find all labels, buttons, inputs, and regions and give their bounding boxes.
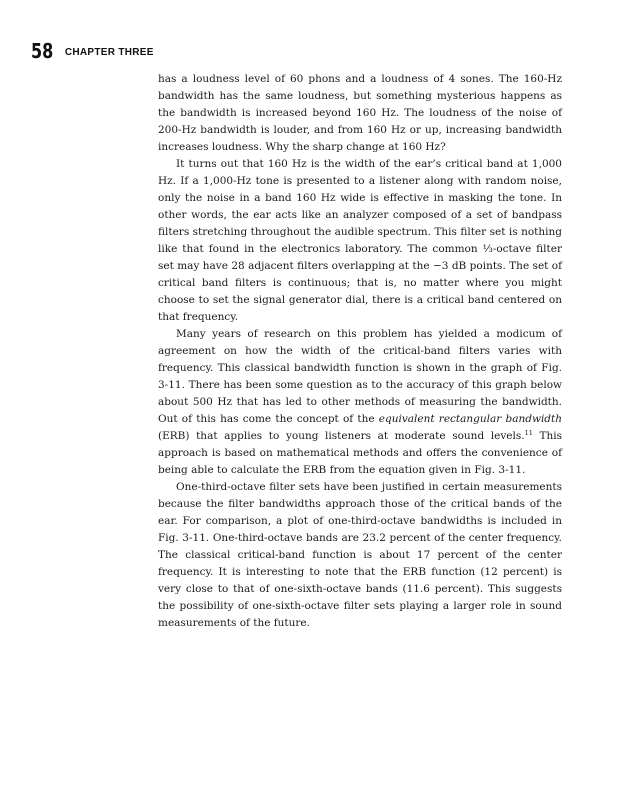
paragraph-3-text-b: (ERB) that applies to young listeners at moderate sound levels.: [158, 430, 525, 442]
chapter-label: CHAPTER THREE: [64, 47, 154, 58]
running-head: [31, 41, 154, 63]
page-number: 58: [31, 39, 54, 63]
erb-term-emphasis: equivalent rectangular bandwidth: [378, 413, 563, 425]
paragraph-3: [158, 326, 562, 479]
footnote-reference: 11: [524, 429, 533, 437]
paragraph-1: has a loudness level of 60 phons and a loudness of 4 sones. The 160-Hz bandwidth has the same loudness, but something mysterious happens as the bandwidth is increased beyond 160 Hz. The loudness of the noise of 200-Hz bandwidth is louder, and from 160 Hz or up, increasing bandwidth increases loudness. Why the sharp change at 160 Hz?: [158, 73, 562, 153]
paragraph-4: One-third-octave filter sets have been justified in certain measurements because the filter bandwidths approach those of the critical bands of the ear. For comparison, a plot of one-third-octave bandwidths is included in Fig. 3-11. One-third-octave bands are 23.2 percent of the center frequency. The classical critical-band function is about 17 percent of the center frequency. It is interesting to note that the ERB function (12 percent) is very close to that of one-sixth-octave bands (11.6 percent). This suggests the possibility of one-sixth-octave filter sets playing a larger role in sound measurements of the future.: [158, 481, 562, 629]
paragraph-2: It turns out that 160 Hz is the width of the ear’s critical band at 1,000 Hz. If a 1,000-Hz tone is presented to a listener along with random noise, only the noise in a band 160 Hz wide is effective in masking the tone. In other words, the ear acts like an analyzer composed of a set of bandpass filters stretching throughout the audible spectrum. This filter set is nothing like that found in the electronics laboratory. The common ⅓-octave filter set may have 28 adjacent filters overlapping at the −3 dB points. The set of critical band filters is continuous; that is, no matter where you might choose to set the signal generator dial, there is a critical band centered on that frequency.: [158, 158, 562, 323]
body-text: [158, 71, 562, 632]
paragraph-3-text-c: This approach is based on mathematical methods and offers the convenience of being able to calculate the ERB from the equation given in Fig. 3-11.: [158, 430, 562, 476]
paragraph-3-text-a: Many years of research on this problem has yielded a modicum of agreement on how the width of the critical-band filters varies with frequency. This classical bandwidth function is shown in the graph of Fig. 3-11. There has been some question as to the accuracy of this graph below about 500 Hz that has led to other methods of measuring the bandwidth. Out of this has come the concept of the: [158, 328, 562, 425]
